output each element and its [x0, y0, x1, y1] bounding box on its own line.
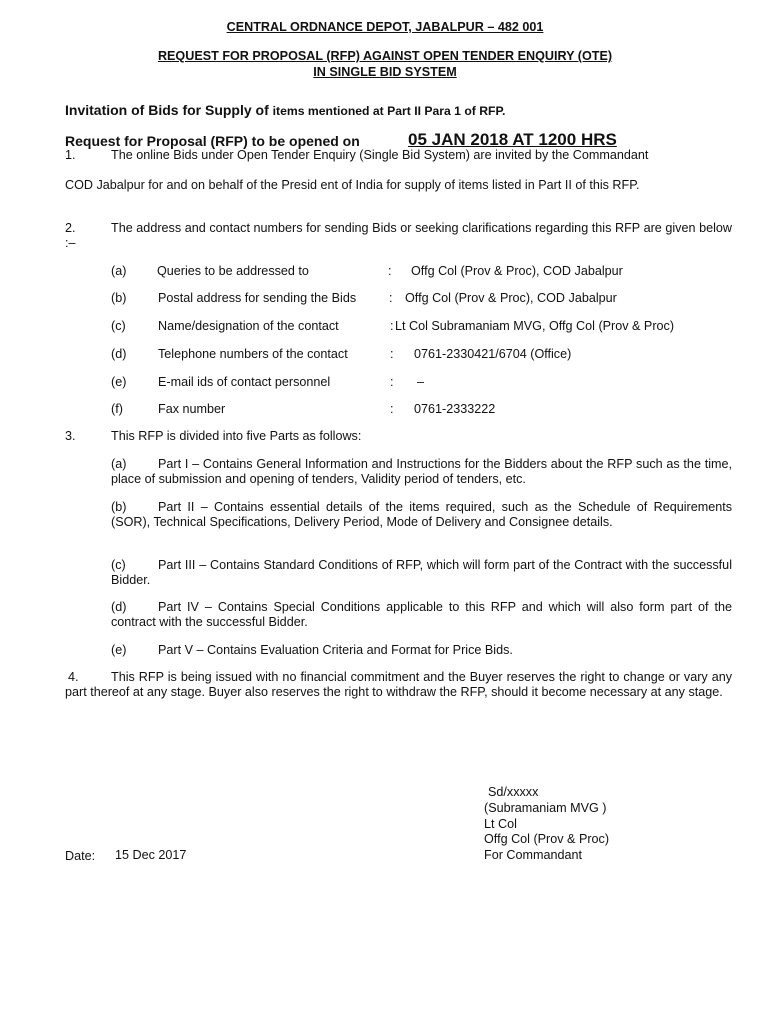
- contact-letter: (a): [111, 264, 127, 278]
- opening-date: 05 JAN 2018 AT 1200 HRS: [408, 130, 617, 149]
- para1-number: 1.: [65, 148, 76, 162]
- header-subtitle: REQUEST FOR PROPOSAL (RFP) AGAINST OPEN TENDER ENQUIRY (OTE): [157, 49, 613, 63]
- contact-letter: (b): [111, 291, 127, 305]
- contact-row-e: [0, 375, 770, 393]
- contact-letter: (e): [111, 375, 127, 389]
- part-letter-e: (e): [111, 643, 127, 657]
- contact-label: Queries to be addressed to: [157, 264, 309, 278]
- contact-label: E-mail ids of contact personnel: [158, 375, 331, 389]
- part-letter-c: (c): [111, 558, 126, 572]
- contact-value: Offg Col (Prov & Proc), COD Jabalpur: [411, 264, 623, 278]
- signatory-appointment: Offg Col (Prov & Proc): [484, 832, 610, 846]
- header-title: CENTRAL ORDNANCE DEPOT, JABALPUR – 482 001: [226, 20, 544, 34]
- para3-number: 3.: [65, 429, 76, 443]
- contact-colon: :: [389, 291, 393, 305]
- para3-intro: This RFP is divided into five Parts as follows:: [111, 429, 362, 443]
- contact-colon: :: [390, 347, 394, 361]
- contact-value: 0761-2333222: [414, 402, 496, 416]
- invitation-rest: items mentioned at Part II Para 1 of RFP.: [272, 104, 506, 118]
- contact-value: Offg Col (Prov & Proc), COD Jabalpur: [405, 291, 617, 305]
- contact-letter: (d): [111, 347, 127, 361]
- header-subtitle-2: IN SINGLE BID SYSTEM: [313, 65, 457, 79]
- part-text-d: Part IV – Contains Special Conditions applicable to this RFP and which will also form part of the contract with the successful Bidder.: [111, 600, 732, 629]
- para2-text: The address and contact numbers for sending Bids or seeking clarifications regarding this RFP are given below :–: [65, 221, 732, 250]
- part-text-a: Part I – Contains General Information and Instructions for the Bidders about the RFP such as the time, place of submission and opening of tenders, Validity period of tenders, etc.: [111, 457, 732, 486]
- contact-row-f: [0, 402, 770, 420]
- signatory-name: (Subramaniam MVG ): [484, 801, 607, 815]
- para1-line2: COD Jabalpur for and on behalf of the Presid ent of India for supply of items listed in Part II of this RFP.: [65, 178, 640, 192]
- part-letter-b: (b): [111, 500, 127, 514]
- part-text-c: Part III – Contains Standard Conditions of RFP, which will form part of the Contract with the successful Bidder.: [111, 558, 732, 587]
- invitation-line: [65, 102, 505, 120]
- contact-row-b: [0, 291, 770, 309]
- contact-row-c: [0, 319, 770, 337]
- date-value: 15 Dec 2017: [115, 848, 187, 862]
- contact-value: –: [417, 375, 425, 389]
- contact-colon: :: [390, 319, 394, 333]
- part-text-e: Part V – Contains Evaluation Criteria and Format for Price Bids.: [158, 643, 513, 657]
- date-label: Date:: [65, 849, 96, 863]
- contact-row-d: [0, 347, 770, 365]
- contact-letter: (f): [111, 402, 123, 416]
- contact-colon: :: [390, 402, 394, 416]
- contact-label: Name/designation of the contact: [158, 319, 339, 333]
- contact-label: Telephone numbers of the contact: [158, 347, 348, 361]
- signatory-rank: Lt Col: [484, 817, 517, 831]
- contact-value: 0761-2330421/6704 (Office): [414, 347, 572, 361]
- contact-letter: (c): [111, 319, 126, 333]
- para4-number: 4.: [68, 670, 79, 684]
- para4-text: This RFP is being issued with no financial commitment and the Buyer reserves the right to change or vary any part thereof at any stage. Buyer also reserves the right to withdraw the RFP, should it become necessary at any stage.: [65, 670, 732, 699]
- contact-value: Lt Col Subramaniam MVG, Offg Col (Prov & Proc): [395, 319, 675, 333]
- contact-colon: :: [388, 264, 392, 278]
- part-letter-a: (a): [111, 457, 127, 471]
- signature-sd: Sd/xxxxx: [488, 785, 539, 799]
- contact-label: Postal address for sending the Bids: [158, 291, 357, 305]
- opening-label: Request for Proposal (RFP) to be opened on: [65, 133, 360, 149]
- signatory-for: For Commandant: [484, 848, 582, 862]
- part-letter-d: (d): [111, 600, 127, 614]
- para2-number: 2.: [65, 221, 76, 235]
- invitation-lead: Invitation of Bids for Supply of: [65, 102, 273, 118]
- part-text-b: Part II – Contains essential details of the items required, such as the Schedule of Requirements (SOR), Technical Specifications, Delivery Period, Mode of Delivery and Consignee details.: [111, 500, 732, 529]
- contact-label: Fax number: [158, 402, 226, 416]
- contact-colon: :: [390, 375, 394, 389]
- para1-line1: The online Bids under Open Tender Enquiry (Single Bid System) are invited by the Commandant: [111, 148, 649, 162]
- contact-row-a: [0, 264, 770, 282]
